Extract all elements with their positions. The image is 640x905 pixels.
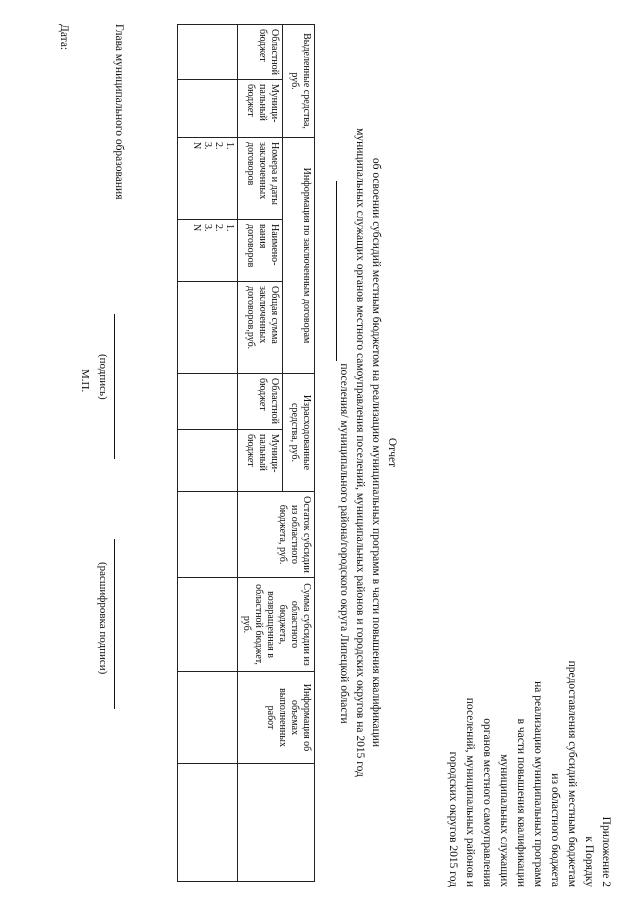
cell-total-sum [178, 282, 238, 374]
report-entity-line [336, 181, 352, 723]
report-table [177, 24, 315, 882]
appendix-line: органов местного самоуправления [481, 718, 493, 887]
appendix-line: на реализацию муниципальных программ [532, 681, 544, 887]
report-heading: Отчет [386, 437, 398, 468]
header-empty [238, 764, 315, 882]
signature-blank [114, 314, 115, 459]
subheader-names: Наимено-вания договоров [238, 220, 283, 282]
list-item: N [191, 142, 202, 150]
signature-label: (подпись) [97, 354, 109, 400]
header-balance: Остаток субсидии из областного бюджета, руб. [238, 492, 315, 578]
entity-name-blank [336, 181, 349, 361]
list-item: 3. [202, 142, 213, 150]
report-subtitle-line: муниципальных служащих органов местного самоуправления поселений, муниципальных районов и городских округов на 2015 год [354, 128, 366, 777]
appendix-line: поселений, муниципальных районов и [464, 697, 476, 887]
appendix-block [444, 457, 614, 887]
subheader-numbers-dates: Номера и даты заключенных договоров [238, 138, 283, 220]
decode-label: (расшифровка подписи) [97, 562, 109, 675]
header-spent: Израсходованные средства, руб. [283, 374, 315, 492]
cell-balance [178, 492, 238, 578]
header-contracts: Информация по заключенным договорам [283, 138, 315, 374]
cell-spent-regional [178, 374, 238, 430]
cell-municipal [178, 80, 238, 138]
head-label: Глава муниципального образования [113, 24, 125, 200]
header-allocated: Выделенные средства, руб. [283, 25, 315, 138]
appendix-line: к Порядку [583, 836, 595, 887]
cell-regional [178, 25, 238, 80]
cell-spent-municipal [178, 430, 238, 492]
appendix-line: в части повышения квалификации [515, 718, 527, 887]
report-title [336, 0, 400, 905]
table-header-row [283, 25, 315, 882]
cell-returned [178, 578, 238, 672]
header-returned: Сумма субсидии из областного бюджета, возвращенная в областной бюджет, руб. [238, 578, 315, 672]
decode-blank [114, 539, 115, 709]
cell-contract-numbers [178, 138, 238, 220]
appendix-line: муниципальных служащих [498, 754, 510, 887]
list-item: 2. [213, 142, 224, 150]
appendix-line: из областного бюджета [549, 773, 561, 887]
appendix-line: Приложение 2 [600, 816, 612, 887]
cell-empty [178, 764, 238, 882]
table-row [178, 25, 238, 882]
cell-contract-names [178, 220, 238, 282]
report-subtitle-line: об освоении субсидий местным бюджетом на реализацию муниципальных программ в части повышения квалификации [370, 157, 382, 748]
appendix-line: городских округов 2015 год [447, 751, 459, 887]
stamp-label: М.П. [79, 369, 91, 393]
subheader-spent-regional: Областной бюджет [238, 374, 283, 430]
list-item: N [191, 224, 202, 232]
subheader-spent-municipal: Муници-пальный бюджет [238, 430, 283, 492]
subheader-regional: Областной бюджет [238, 25, 283, 80]
subheader-total-sum: Общая сумма заключенных договоров,руб. [238, 282, 283, 374]
cell-work-volume [178, 672, 238, 764]
header-work-volume: Информация об объемах выполненных работ [238, 672, 315, 764]
list-item: 2. [213, 224, 224, 232]
list-item: 1. [224, 224, 235, 232]
subheader-municipal: Муници-пальный бюджет [238, 80, 283, 138]
report-entity-label: поселения/ муниципального района/городского округа Липецкой области [338, 363, 350, 724]
date-label: Дата: [58, 24, 70, 51]
appendix-line: предоставления субсидий местным бюджетам [566, 660, 578, 887]
list-item: 3. [202, 224, 213, 232]
list-item: 1. [224, 142, 235, 150]
